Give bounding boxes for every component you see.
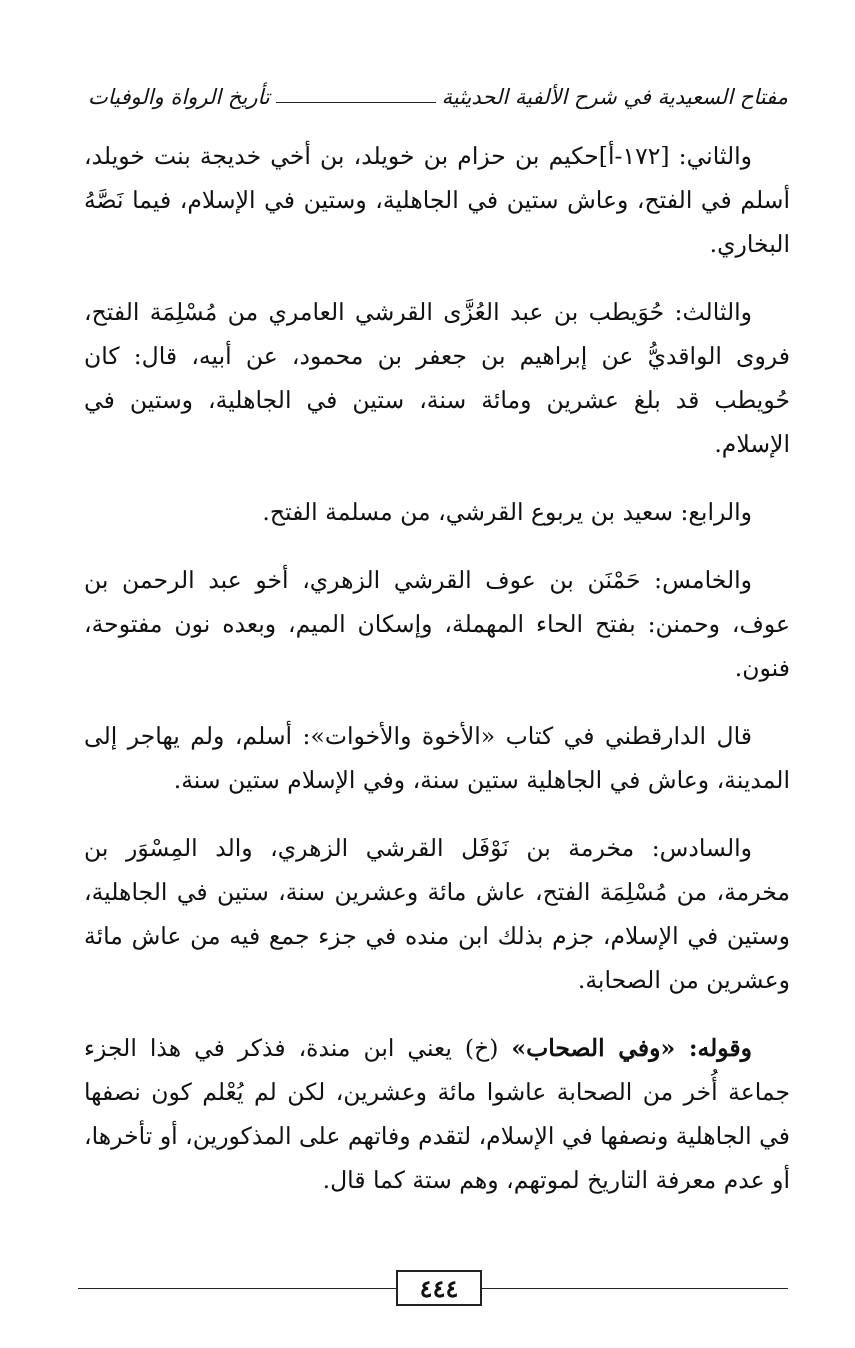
paragraph-1: والثاني: [١٧٢-أ]حكيم بن حزام بن خويلد، بن أخي خديجة بنت خويلد، أسلم في الفتح، وعاش ستين في الجاهلية، وستين في الإسلام، فيما نَصَّهُ البخاري. (84, 142, 790, 258)
quote-lead: وقوله: «وفي الصحاب» (511, 1034, 752, 1062)
footer-rule-left (78, 1288, 396, 1289)
footer-rule-right (482, 1288, 788, 1289)
paragraph-4: والخامس: حَمْنَن بن عوف القرشي الزهري، أخو عبد الرحمن بن عوف، وحمنن: بفتح الحاء المهملة، وإسكان الميم، وبعده نون مفتوحة، فنون. (84, 566, 790, 682)
paragraph-3: والرابع: سعيد بن يربوع القرشي، من مسلمة الفتح. (262, 498, 752, 526)
book-title: مفتاح السعيدية في شرح الألفية الحديثية (441, 85, 788, 109)
paragraph-7 (84, 1026, 790, 1202)
paragraph-2: والثالث: حُوَيطب بن عبد العُزَّى القرشي العامري من مُسْلِمَة الفتح، فروى الواقديُّ عن إبراهيم بن جعفر بن محمود، عن أبيه، قال: كان حُويطب قد بلغ عشرين ومائة سنة، ستين في الجاهلية، وستين في الإسلام. (84, 298, 790, 458)
paragraph-5: قال الدارقطني في كتاب «الأخوة والأخوات»: أسلم، ولم يهاجر إلى المدينة، وعاش في الجاهلية ستين سنة، وفي الإسلام ستين سنة. (84, 722, 790, 794)
section-title: تأريخ الرواة والوفيات (88, 85, 270, 109)
header-rule (276, 102, 436, 103)
page-number: ٤٤٤ (396, 1270, 482, 1306)
paragraph-6: والسادس: مخرمة بن نَوْفَل القرشي الزهري، والد المِسْوَر بن مخرمة، من مُسْلِمَة الفتح، عاش مائة وعشرين سنة، ستين في الجاهلية، وستين في الإسلام، جزم بذلك ابن منده في جزء جمع فيه من عاش مائة وعشرين من الصحابة. (84, 834, 790, 994)
page-footer (78, 1270, 788, 1310)
main-text (84, 134, 790, 1226)
running-header (88, 80, 788, 114)
paragraph-7-text: (خ) يعني ابن مندة، فذكر في هذا الجزء جماعة أُخر من الصحابة عاشوا مائة وعشرين، لكن لم يُعْلم كون نصفها في الجاهلية ونصفها في الإسلام، لتقدم وفاتهم على المذكورين، أو تأخرها، أو عدم معرفة التاريخ لموتهم، وهم ستة كما قال. (84, 1034, 790, 1194)
